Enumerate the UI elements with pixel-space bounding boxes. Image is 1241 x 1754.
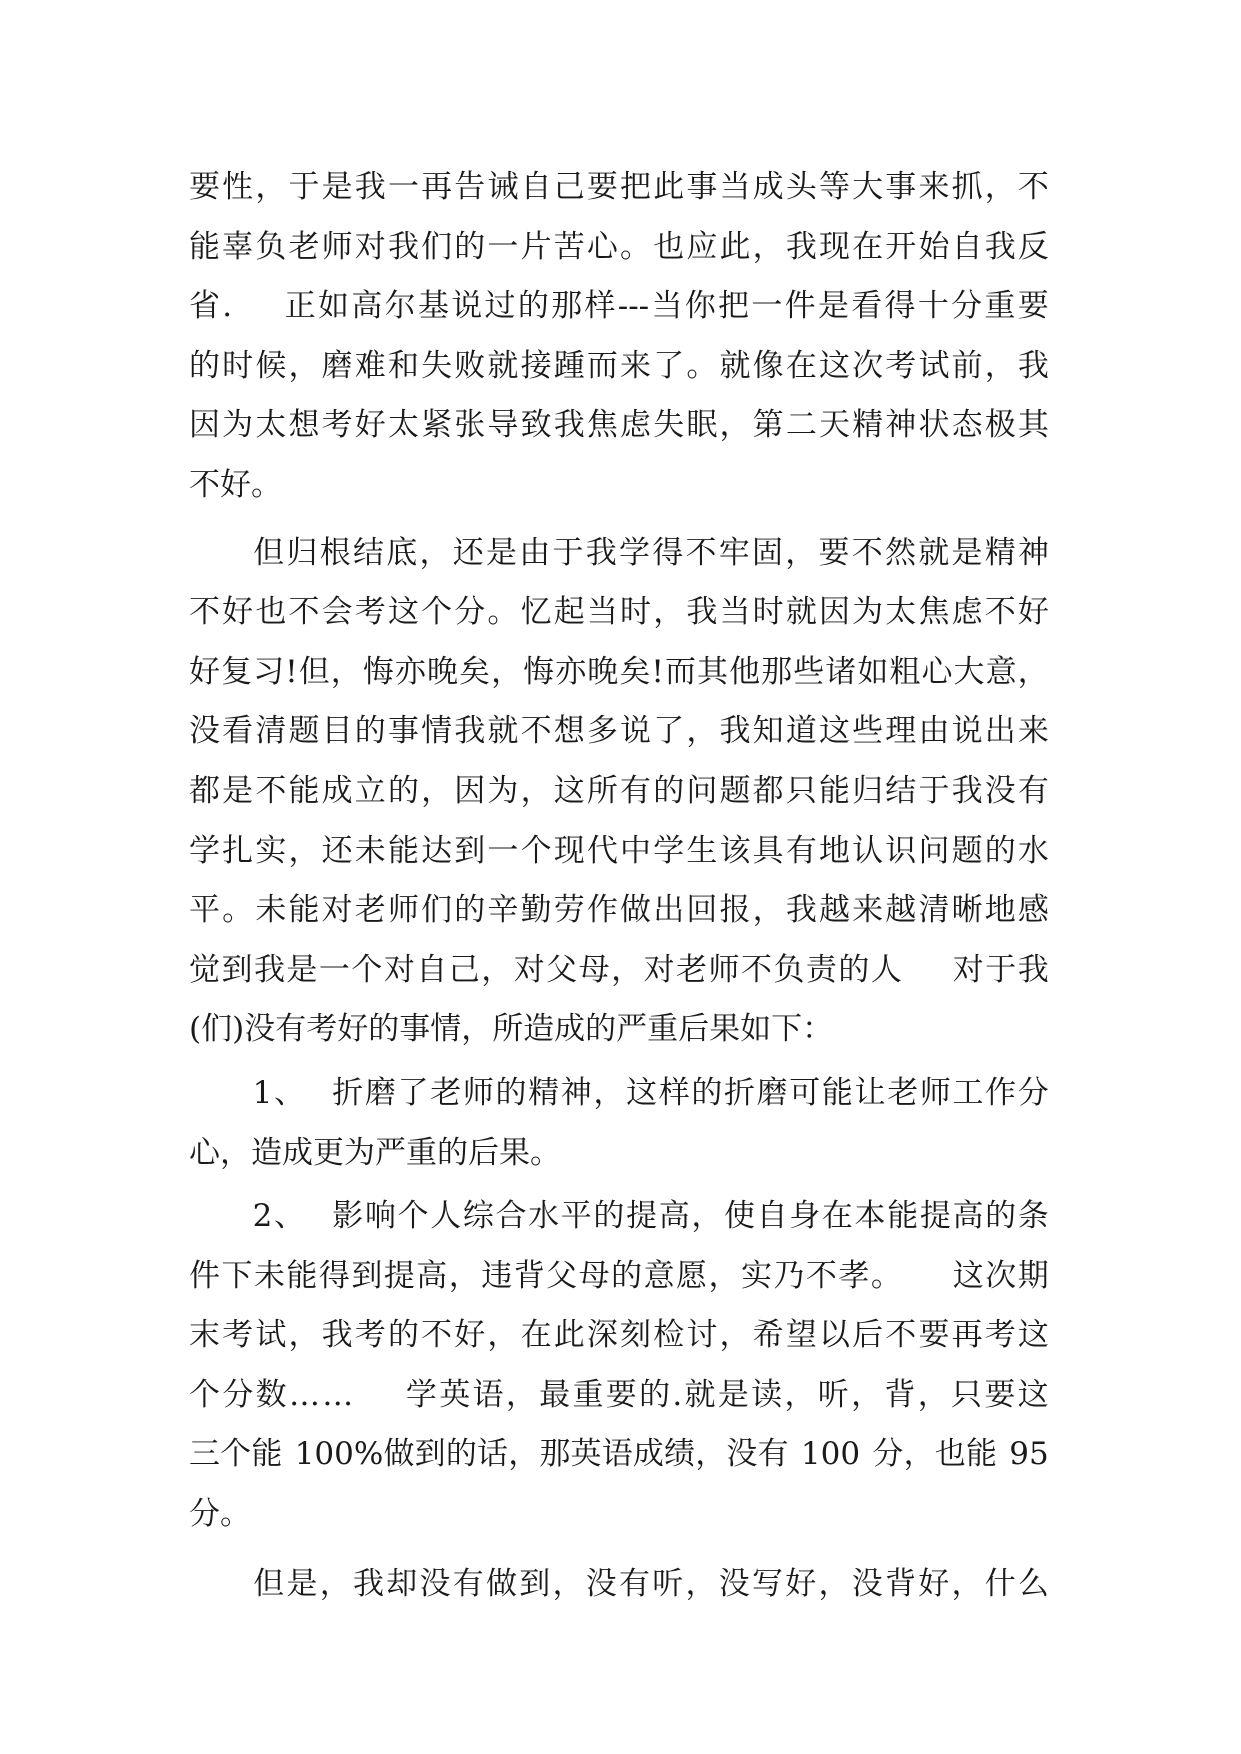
text-line: 好 复 习 ! 但 ， 悔 亦 晚 矣 ， 悔 亦 晚 矣 ! 而 其 他 那 些 诸 如 粗 心 大 意 ， xyxy=(189,653,1049,690)
document-body xyxy=(189,158,1049,1614)
text-line: 但 归 根 结 底 ， 还 是 由 于 我 学 得 不 牢 固 ， 要 不 然 就 是 精 神 xyxy=(253,534,1049,571)
text-line: 末 考 试 ， 我 考 的 不 好 ， 在 此 深 刻 检 讨 ， 希 望 以 后 不 要 再 考 这 xyxy=(189,1317,1049,1354)
text-line: 因 为 太 想 考 好 太 紧 张 导 致 我 焦 虑 失 眠 ， 第 二 天 精 神 状 态 极 其 xyxy=(189,407,1049,444)
text-line: 都 是 不 能 成 立 的 ， 因 为 ， 这 所 有 的 问 题 都 只 能 归 结 于 我 没 有 xyxy=(189,772,1049,809)
text-line: 平 。 未 能 对 老 师 们 的 辛 勤 劳 作 做 出 回 报 ， 我 越 来 越 清 晰 地 感 xyxy=(189,892,1049,929)
text-line: 没 看 清 题 目 的 事 情 我 就 不 想 多 说 了 ， 我 知 道 这 些 理 由 说 出 来 xyxy=(189,713,1049,750)
text-line: 要 性 ， 于 是 我 一 再 告 诫 自 己 要 把 此 事 当 成 头 等 大 事 来 抓 ， 不 xyxy=(189,169,1049,205)
text-line: 学 扎 实 ， 还 未 能 达 到 一 个 现 代 中 学 生 该 具 有 地 认 识 问 题 的 水 xyxy=(189,832,1049,869)
text-line: 2 、 影 响 个 人 综 合 水 平 的 提 高 ， 使 自 身 在 本 能 提 高 的 条 xyxy=(252,1198,1049,1235)
text-line: 三 个 能 100% 做 到 的 话 ， 那 英 语 成 绩 ， 没 有 100 分 ， 也 能 95 xyxy=(189,1436,1049,1473)
text-line: (们)没有考好的事情，所造成的严重后果如下： xyxy=(189,1011,834,1048)
text-line: 1 、 折 磨 了 老 师 的 精 神 ， 这 样 的 折 磨 可 能 让 老 师 工 作 分 xyxy=(252,1074,1049,1111)
text-line: 件 下 未 能 得 到 提 高 ， 违 背 父 母 的 意 愿 ， 实 乃 不 孝 。 这 次 期 xyxy=(189,1257,1049,1294)
text-line: 不 好 也 不 会 考 这 个 分 。 忆 起 当 时 ， 我 当 时 就 因 为 太 焦 虑 不 好 xyxy=(189,594,1049,631)
text-line: 觉 到 我 是 一 个 对 自 己 ， 对 父 母 ， 对 老 师 不 负 责 的 人 对 于 我 xyxy=(189,951,1049,988)
text-line: 的 时 候 ， 磨 难 和 失 败 就 接 踵 而 来 了 。 就 像 在 这 次 考 试 前 ， 我 xyxy=(189,347,1049,384)
text-line: 个 分 数 … … 学 英 语 ， 最 重 要 的 . 就 是 读 ， 听 ， 背 ， 只 要 这 xyxy=(189,1376,1049,1413)
text-line: 但 是 ， 我 却 没 有 做 到 ， 没 有 听 ， 没 写 好 ， 没 背 好 ， 什 么 xyxy=(253,1565,1049,1602)
text-line: 分。 xyxy=(189,1496,251,1533)
text-line: 心，造成更为严重的后果。 xyxy=(189,1134,561,1171)
text-line: 能 辜 负 老 师 对 我 们 的 一 片 苦 心 。 也 应 此 ， 我 现 在 开 始 自 我 反 xyxy=(189,228,1049,265)
text-line: 省 . 正 如 高 尔 基 说 过 的 那 样 --- 当 你 把 一 件 是 看 得 十 分 重 要 xyxy=(189,288,1049,325)
text-line: 不好。 xyxy=(189,466,282,503)
